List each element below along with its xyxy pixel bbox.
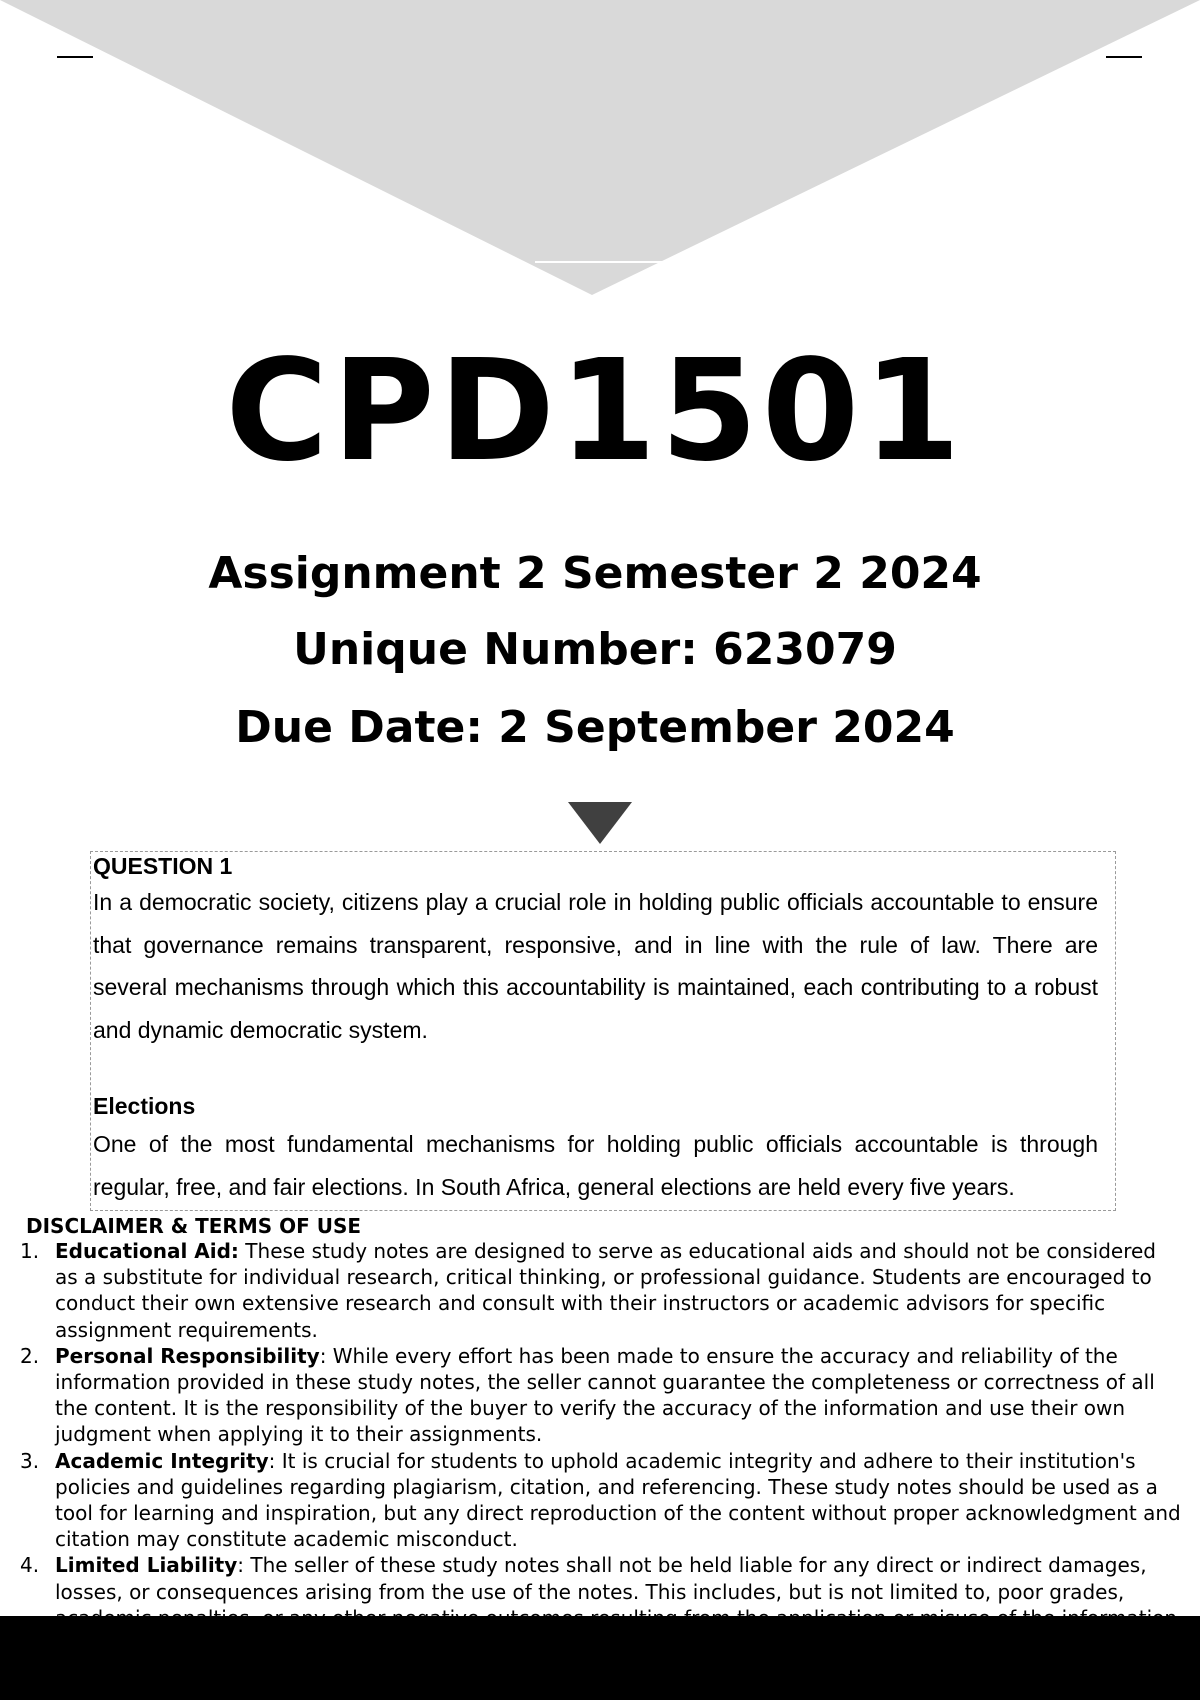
question-heading: QUESTION 1: [93, 853, 233, 879]
elections-subheading: Elections: [93, 1093, 196, 1119]
list-item-label: Limited Liability: [55, 1553, 238, 1578]
assignment-line: Assignment 2 Semester 2 2024: [208, 548, 982, 599]
list-item: [0, 1343, 1185, 1448]
list-item-number: 1.: [20, 1239, 40, 1263]
disclaimer-section: [0, 1212, 1200, 1616]
list-item-text: : It is crucial for students to uphold academic integrity and adhere to their institution's policies and guidelines regarding plagiarism, citation, and referencing. These study notes should be used as a tool for learning and inspiration, but any direct reproduction of the content without proper acknowledgment and citation may constitute academic misconduct.: [55, 1448, 1181, 1552]
question-intro-paragraph: In a democratic society, citizens play a crucial role in holding public officials accountable to ensure that governance remains transparent, responsive, and in line with the rule of law. There are several mechanisms through which this accountability is maintained, each contributing to a robust and dynamic democratic system.: [93, 889, 1098, 1043]
disclaimer-title: DISCLAIMER & TERMS OF USE: [26, 1214, 362, 1238]
question-preview-box: [90, 851, 1116, 1211]
unique-number-line: Unique Number: 623079: [293, 624, 897, 675]
course-code-title: CPD1501: [225, 330, 965, 493]
corner-rule-left: [57, 56, 93, 58]
due-date-line: Due Date: 2 September 2024: [235, 702, 955, 753]
header-chevron-banner: [0, 0, 1200, 300]
list-item-text: These study notes are designed to serve as educational aids and should not be considered as a substitute for individual research, critical thinking, or professional guidance. Students are encouraged to conduct their own extensive research and consult with their instructors or academic advisors for specific assignment requirements.: [55, 1239, 1156, 1342]
list-item: [0, 1238, 1185, 1343]
list-item-text: : The seller of these study notes shall not be held liable for any direct or indirect damages, losses, or consequences arising from the use of the notes. This includes, but is not limited to, poor grades,: [55, 1553, 1147, 1604]
disclaimer-list: [0, 1238, 1185, 1631]
list-item-text: : While every effort has been made to ensure the accuracy and reliability of the information provided in these study notes, the seller cannot guarantee the completeness or correctness of all the content. It is the responsibility of the buyer to verify the accuracy of the information and use their own judgment when applying it to their assignments.: [55, 1343, 1155, 1447]
bottom-black-bar: [0, 1616, 1200, 1700]
corner-rule-right: [1106, 56, 1142, 58]
down-arrow-icon: [568, 802, 632, 844]
list-item: [0, 1448, 1185, 1553]
list-item-number: 3.: [20, 1448, 40, 1473]
elections-paragraph: One of the most fundamental mechanisms for holding public officials accountable is through regular, free, and fair elections. In South Africa, general elections are held every five years.: [93, 1131, 1098, 1200]
list-item-label: Educational Aid:: [55, 1239, 239, 1263]
list-item-number: 4.: [20, 1553, 40, 1578]
list-item-label: Personal Responsibility: [55, 1343, 320, 1368]
list-item-number: 2.: [20, 1343, 40, 1368]
list-item-label: Academic Integrity: [55, 1448, 269, 1473]
